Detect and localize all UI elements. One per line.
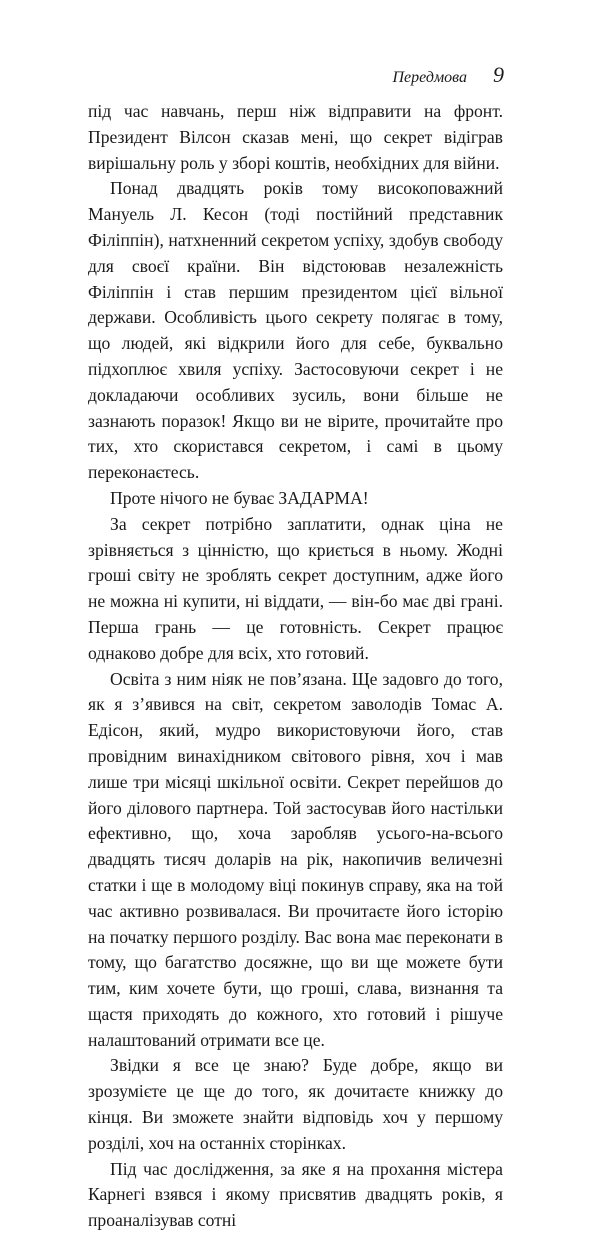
running-header [0,62,504,88]
paragraph: За секрет потрібно заплатити, однак ціна не зрівняється з цінністю, що криється в ньому. Жодні гроші світу не зроблять секрет доступним, адже його не можна ні купити, ні віддати, — він-бо має дві грані. Перша грань — це готовність. Секрет працює однаково добре для всіх, хто готовий. [88,513,503,663]
paragraph: Звідки я все це знаю? Буде добре, якщо ви зрозумієте це ще до того, як дочитаєте книжку до кінця. Ви зможете знайти відповідь хоч у першому розділі, хоч на останніх сторінках. [88,1055,503,1153]
body-text [88,99,503,1234]
page-number: 9 [493,62,504,87]
paragraph: Освіта з ним ніяк не пов’язана. Ще задовго до того, як я з’явився на світ, секретом заволодів Томас А. Едісон, який, мудро використовуючи його, став провідним винахідником світового рівня, хоч і мав лише три місяці шкільної освіти. Секрет перейшов до його ділового партнера. Той застосував його настільки ефективно, що, хоча заробляв усього-на-всього двадцять тисяч доларів на рік, накопичив величезні статки і ще в молодому віці покинув справу, яка на той час активно розвивалася. Ви прочитаєте його історію на початку першого розділу. Вас вона має переконати в тому, що багатство досяжне, що ви ще можете бути тим, ким хочете бути, що гроші, слава, визнання та щастя приходять до кожного, хто готовий і рішуче налаштований отримати все це. [88,668,503,1050]
paragraph: Під час дослідження, за яке я на прохання містера Карнегі взявся і якому присвятив двадцять років, я проаналізував сотні [88,1158,503,1231]
paragraph: Понад двадцять років тому високоповажний Мануель Л. Кесон (тоді постійний представник Філіппін), натхненний секретом успіху, здобув свободу для своєї країни. Він відстоював незалежність Філіппін і став першим президентом цієї вільної держави. Особливість цього секрету полягає в тому, що людей, які відкрили його для себе, буквально підхоплює хвиля успіху. Застосовуючи секрет і не докладаючи особливих зусиль, вони більше не зазнають поразок! Якщо ви не вірите, прочитайте про тих, хто скористався секретом, і самі в цьому переконаєтесь. [88,178,503,483]
paragraph: Проте нічого не буває ЗАДАРМА! [110,487,369,508]
paragraph-continued: під час навчань, перш ніж відправити на фронт. Президент Вілсон сказав мені, що секрет відіграв вирішальну роль у зборі коштів, необхідних для війни. [88,101,503,173]
section-title: Передмова [392,69,467,86]
